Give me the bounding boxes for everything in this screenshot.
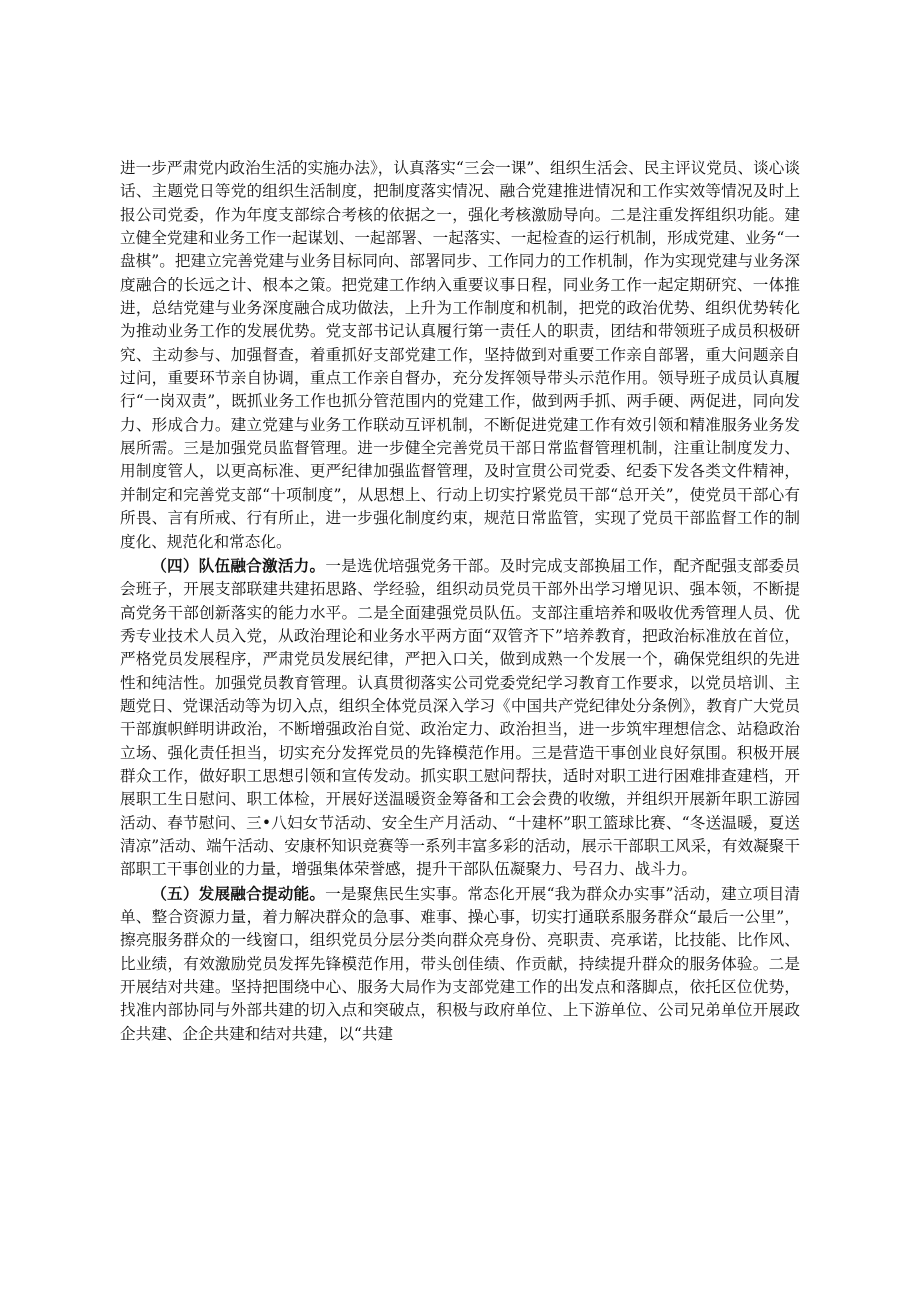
paragraph-continuation: 进一步严肃党内政治生活的实施办法》，认真落实“三会一课”、组织生活会、民主评议党员、谈心谈话、主题党日等党的组织生活制度，把制度落实情况、融合党建推进情况和工作实效等情况及时上报公司党委，作为年度支部综合考核的依据之一，强化考核激励导向。二是注重发挥组织功能。建立健全党建和业务工作一起谋划、一起部署、一起落实、一起检查的运行机制，形成党建、业务“一盘棋”。把建立完善党建与业务目标同向、部署同步、工作同力的工作机制，作为实现党建与业务深度融合的长远之计、根本之策。把党建工作纳入重要议事日程，同业务工作一起定期研究、一体推进，总结党建与业务深度融合成功做法，上升为工作制度和机制，把党的政治优势、组织优势转化为推动业务工作的发展优势。党支部书记认真履行第一责任人的职责，团结和带领班子成员积极研究、主动参与、加强督查，着重抓好支部党建工作，坚持做到对重要工作亲自部署，重大问题亲自过问，重要环节亲自协调，重点工作亲自督办，充分发挥领导带头示范作用。领导班子成员认真履行“一岗双责”，既抓业务工作也抓分管范围内的党建工作，做到两手抓、两手硬、两促进，同向发力、形成合力。建立党建与业务工作联动互评机制，不断促进党建工作有效引领和精准服务业务发展所需。三是加强党员监督管理。进一步健全完善党员干部日常监督管理机制，注重让制度发力、用制度管人，以更高标准、更严纪律加强监督管理，及时宣贯公司党委、纪委下发各类文件精神，并制定和完善党支部“十项制度”，从思想上、行动上切实拧紧党员干部“总开关”，使党员干部心有所畏、言有所戒、行有所止，进一步强化制度约束，规范日常监管，实现了党员干部监督工作的制度化、规范化和常态化。 bbox=[120, 159, 800, 551]
section-4-heading: （四）队伍融合激活力。 bbox=[151, 555, 326, 575]
section-4-body: 一是选优培强党务干部。及时完成支部换届工作，配齐配强支部委员会班子，开展支部联建共建拓思路、学经验，组织动员党员干部外出学习增见识、强本领，不断提高党务干部创新落实的能力水平。二是全面建强党员队伍。支部注重培养和吸收优秀管理人员、优秀专业技术人员入党，从政治理论和业务水平两方面“双管齐下”培养教育，把政治标准放在首位，严格党员发展程序，严肃党员发展纪律，严把入口关，做到成熟一个发展一个，确保党组织的先进性和纯洁性。加强党员教育管理。认真贯彻落实公司党委党纪学习教育工作要求，以党员培训、主题党日、党课活动等为切入点，组织全体党员深入学习《中国共产党纪律处分条例》，教育广大党员干部旗帜鲜明讲政治，不断增强政治自觉、政治定力、政治担当，进一步筑牢理想信念、站稳政治立场、强化责任担当，切实充分发挥党员的先锋模范作用。三是营造干事创业良好氛围。积极开展群众工作，做好职工思想引领和宣传发动。抓实职工慰问帮扶，适时对职工进行困难排查建档，开展职工生日慰问、职工体检，开展好送温暖资金筹备和工会会费的收缴，并组织开展新年职工游园活动、春节慰问、三•八妇女节活动、安全生产月活动、“十建杯”职工篮球比赛、“冬送温暖，夏送清凉”活动、端午活动、安康杯知识竞赛等一系列丰富多彩的活动，展示干部职工风采，有效凝聚干部职工干事创业的力量，增强集体荣誉感，提升干部队伍凝聚力、号召力、战斗力。 bbox=[120, 556, 800, 879]
section-5-body: 一是聚焦民生实事。常态化开展“我为群众办实事”活动，建立项目清单、整合资源力量，着力解决群众的急事、难事、操心事，切实打通联系服务群众“最后一公里”，擦亮服务群众的一线窗口，组织党员分层分类向群众亮身份、亮职责、亮承诺，比技能、比作风、比业绩，有效激励党员发挥先锋模范作用，带头创佳绩、作贡献，持续提升群众的服务体验。二是开展结对共建。坚持把围绕中心、服务大局作为支部党建工作的出发点和落脚点，依托区位优势，找准内部协同与外部共建的切入点和突破点，积极与政府单位、上下游单位、公司兄弟单位开展政企共建、企企共建和结对共建，以“共建 bbox=[120, 884, 800, 1043]
section-5-paragraph bbox=[120, 882, 800, 1046]
document-body bbox=[120, 157, 800, 1046]
section-4-paragraph bbox=[120, 554, 800, 882]
section-5-heading: （五）发展融合提动能。 bbox=[151, 883, 326, 903]
